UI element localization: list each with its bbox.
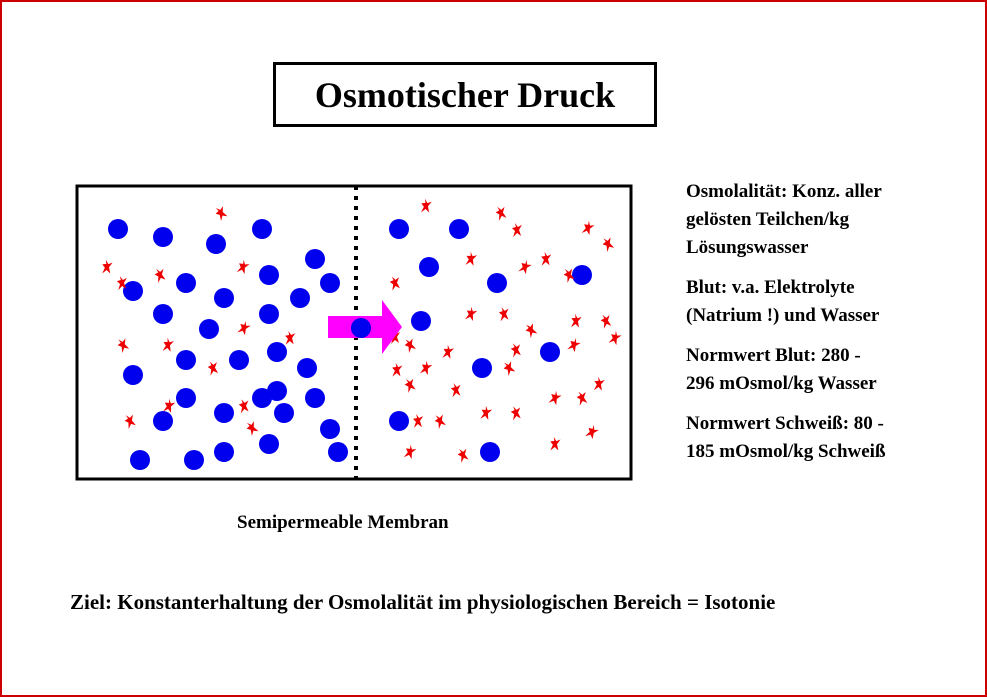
ion-particle bbox=[601, 236, 616, 253]
ion-particle bbox=[116, 337, 131, 354]
solute-particle bbox=[328, 442, 348, 462]
info-normwert-blut: Normwert Blut: 280 - 296 mOsmol/kg Wasser bbox=[686, 345, 877, 394]
solute-particle bbox=[267, 342, 287, 362]
ion-particle bbox=[419, 360, 433, 376]
solute-particle bbox=[320, 273, 340, 293]
solute-particle bbox=[290, 288, 310, 308]
ion-particle bbox=[441, 344, 454, 360]
info-normwert-schweiss: Normwert Schweiß: 80 - 185 mOsmol/kg Schweiß bbox=[686, 413, 886, 462]
ion-particle bbox=[391, 363, 402, 378]
ion-particle bbox=[566, 336, 581, 353]
ion-particle bbox=[570, 313, 582, 328]
ion-particle bbox=[236, 320, 251, 337]
solute-particle bbox=[214, 288, 234, 308]
ion-particle bbox=[581, 220, 596, 237]
ion-particle bbox=[510, 405, 522, 420]
info-blut: Blut: v.a. Elektrolyte (Natrium !) und Wasser bbox=[686, 277, 880, 326]
ion-particle bbox=[548, 390, 563, 407]
particle-crossing bbox=[351, 318, 371, 338]
ion-particle bbox=[494, 205, 507, 221]
solute-particle bbox=[274, 403, 294, 423]
ion-particle bbox=[153, 267, 166, 283]
solute-particle bbox=[259, 434, 279, 454]
ion-particle bbox=[593, 376, 605, 392]
ion-particle bbox=[512, 223, 522, 237]
solute-particle bbox=[480, 442, 500, 462]
solute-particle bbox=[297, 358, 317, 378]
ion-particle bbox=[101, 259, 113, 274]
ion-particle bbox=[403, 337, 418, 354]
solute-particle bbox=[487, 273, 507, 293]
ion-particle bbox=[517, 258, 532, 275]
ion-particle bbox=[541, 252, 552, 267]
ion-particle bbox=[479, 405, 492, 421]
solute-particle bbox=[176, 350, 196, 370]
ion-particle bbox=[413, 414, 423, 428]
particles-group bbox=[108, 219, 592, 470]
solute-particle bbox=[199, 319, 219, 339]
solute-particle bbox=[389, 411, 409, 431]
ion-particle bbox=[465, 251, 478, 267]
ion-particle bbox=[456, 447, 470, 463]
ion-particle bbox=[576, 390, 589, 406]
ion-particle bbox=[285, 331, 296, 346]
ion-particle bbox=[523, 321, 538, 338]
ion-particle bbox=[117, 276, 127, 290]
ion-particle bbox=[403, 444, 417, 461]
solute-particle bbox=[123, 365, 143, 385]
solute-particle bbox=[229, 350, 249, 370]
solute-particle bbox=[259, 265, 279, 285]
solute-particle bbox=[153, 411, 173, 431]
ion-particle bbox=[238, 399, 249, 414]
info-osmolalitaet: Osmolalität: Konz. aller gelösten Teilchen/kg Lösungswasser bbox=[686, 181, 882, 258]
solute-particle bbox=[130, 450, 150, 470]
ion-particle bbox=[510, 342, 522, 357]
solute-particle bbox=[449, 219, 469, 239]
solute-particle bbox=[176, 388, 196, 408]
info-panel bbox=[686, 178, 976, 466]
ion-particle bbox=[464, 306, 478, 322]
solute-particle bbox=[540, 342, 560, 362]
solute-particle bbox=[153, 304, 173, 324]
ion-particle bbox=[498, 307, 509, 322]
solute-particle bbox=[389, 219, 409, 239]
solute-particle bbox=[411, 311, 431, 331]
solute-particle bbox=[259, 304, 279, 324]
solute-particle bbox=[206, 234, 226, 254]
page-title: Osmotischer Druck bbox=[273, 62, 657, 127]
ion-particle bbox=[433, 413, 448, 430]
solute-particle bbox=[252, 219, 272, 239]
solute-particle bbox=[214, 442, 234, 462]
ion-particle bbox=[213, 204, 229, 221]
ion-particle bbox=[244, 419, 260, 436]
membrane-caption: Semipermeable Membran bbox=[237, 512, 449, 533]
ion-particle bbox=[608, 330, 623, 347]
ion-particle bbox=[599, 313, 612, 329]
ion-particle bbox=[236, 259, 250, 276]
solute-particle bbox=[320, 419, 340, 439]
solute-particle bbox=[108, 219, 128, 239]
ion-particle bbox=[584, 423, 600, 440]
solute-particle bbox=[214, 403, 234, 423]
ion-particle bbox=[207, 360, 219, 376]
solute-particle bbox=[305, 249, 325, 269]
solute-particle bbox=[252, 388, 272, 408]
ion-particle bbox=[501, 359, 516, 376]
solute-particle bbox=[572, 265, 592, 285]
ion-particle bbox=[162, 337, 175, 353]
solute-particle bbox=[176, 273, 196, 293]
ion-particle bbox=[451, 383, 462, 398]
ion-particle bbox=[123, 413, 137, 430]
solute-particle bbox=[123, 281, 143, 301]
ion-particle bbox=[389, 275, 401, 291]
solute-particle bbox=[305, 388, 325, 408]
goal-statement: Ziel: Konstanterhaltung der Osmolalität im physiologischen Bereich = Isotonie bbox=[70, 590, 776, 614]
solute-particle bbox=[184, 450, 204, 470]
solute-particle bbox=[472, 358, 492, 378]
solute-particle bbox=[419, 257, 439, 277]
solute-particle bbox=[153, 227, 173, 247]
ion-particle bbox=[549, 437, 560, 452]
ion-particle bbox=[403, 377, 417, 393]
ion-particle bbox=[420, 198, 432, 213]
